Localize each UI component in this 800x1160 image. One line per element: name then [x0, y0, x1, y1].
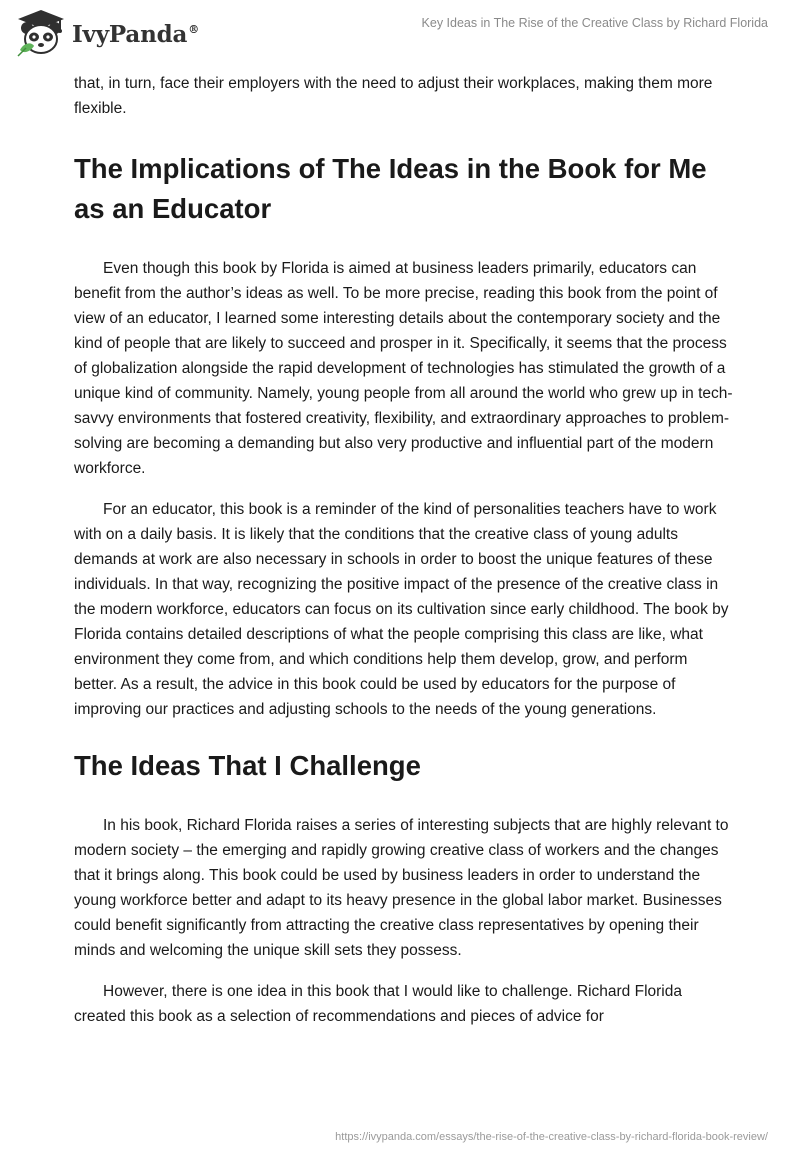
ivypanda-logo[interactable]: [14, 8, 199, 58]
source-url[interactable]: https://ivypanda.com/essays/the-rise-of-the-creative-class-by-richard-florida-book-review/: [335, 1131, 768, 1143]
panda-graduate-icon: [14, 8, 68, 58]
document-title: Key Ideas in The Rise of the Creative Class by Richard Florida: [421, 16, 768, 30]
paragraph-implications-1: Even though this book by Florida is aimed at business leaders primarily, educators can benefit from the author’s ideas as well. To be more precise, reading this book from the point of view of an educator, I learned some interesting details about the contemporary society and the kind of people that are likely to succeed and prosper in it. Specifically, it seems that the process of globalization alongside the rapid development of technologies has stimulated the growth of a unique kind of community. Namely, young people from all around the world who grew up in tech-savvy environments that fostered creativity, flexibility, and extraordinary approaches to problem-solving are becoming a demanding but also very productive and influential part of the modern workforce.: [74, 260, 733, 477]
logo-wordmark: IvyPanda®: [72, 20, 199, 48]
paragraph-challenge-2: However, there is one idea in this book that I would like to challenge. Richard Florida created this book as a selection of recommendations and pieces of advice for: [74, 983, 682, 1025]
section-heading-implications: The Implications of The Ideas in the Book for Me as an Educator: [74, 153, 707, 224]
paragraph-implications-2: For an educator, this book is a reminder of the kind of personalities teachers have to work with on a daily basis. It is likely that the conditions that the creative class of young adults demands at work are also necessary in schools in order to boost the unique features of these individuals. In that way, recognizing the positive impact of the presence of the creative class in the modern workforce, educators can focus on its cultivation since early childhood. The book by Florida contains detailed descriptions of what the people comprising this class are like, what environment they come from, and which conditions help them develop, grow, and perform better. As a result, the advice in this book could be used by educators for the purpose of improving our practices and adjusting schools to the needs of the young generations.: [74, 501, 729, 718]
paragraph-challenge-1: In his book, Richard Florida raises a series of interesting subjects that are highly relevant to modern society – the emerging and rapidly growing creative class of workers and the changes that it brings along. This book could be used by business leaders in order to understand the young workforce better and adapt to its heavy presence in the global labor market. Businesses could benefit significantly from attracting the creative class representatives by opening their minds and welcoming the unique skill sets they possess.: [74, 817, 729, 959]
essay-content: [74, 71, 734, 1029]
page-header: [0, 0, 800, 62]
section-heading-challenge: The Ideas That I Challenge: [74, 750, 421, 781]
paragraph-continuation: that, in turn, face their employers with the need to adjust their workplaces, making them more flexible.: [74, 75, 713, 117]
